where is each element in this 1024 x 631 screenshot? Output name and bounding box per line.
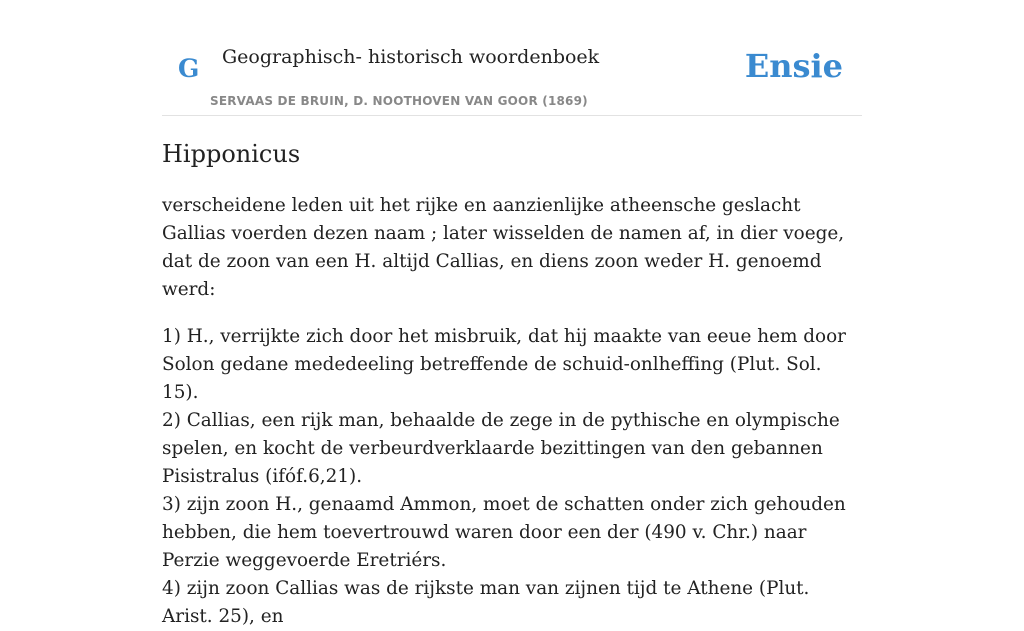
entry-item: 4) zijn zoon Callias was de rijkste man van zijnen tijd te Athene (Plut. Arist. 25), en [162, 578, 810, 627]
book-author[interactable]: SERVAAS DE BRUIN, D. NOOTHOVEN VAN GOOR (1869) [210, 94, 588, 108]
page [162, 0, 862, 627]
entry-item: 2) Callias, een rijk man, behaalde de zege in de pythische en olympische spelen, en kocht de verbeurdverklaarde bezittingen van den gebannen Pisistralus (ifóf.6,21). [162, 410, 840, 487]
ensie-logo[interactable]: Ensie [744, 47, 843, 85]
entry-title: Hipponicus [162, 140, 301, 168]
entry-items [162, 323, 862, 631]
entry-intro: verscheidene leden uit het rijke en aanzienlijke atheensche geslacht Gallias voerden dezen naam ; later wisselden de namen af, in dier voege, dat de zoon van een H. altijd Callias, en diens zoon weder H. genoemd werd: [162, 195, 845, 300]
book-letter-icon[interactable]: G [178, 54, 200, 83]
book-title[interactable]: Geographisch- historisch woordenboek [222, 46, 600, 68]
header [162, 0, 862, 116]
entry-item: 1) H., verrijkte zich door het misbruik, dat hij maakte van eeue hem door Solon gedane mededeeling betreffende de schuid-onlheffing (Plut. Sol. 15). [162, 326, 846, 403]
entry-body [162, 192, 862, 631]
entry-item: 3) zijn zoon H., genaamd Ammon, moet de schatten onder zich gehouden hebben, die hem toevertrouwd waren door een der (490 v. Chr.) naar Perzie weggevoerde Eretriérs. [162, 494, 846, 571]
